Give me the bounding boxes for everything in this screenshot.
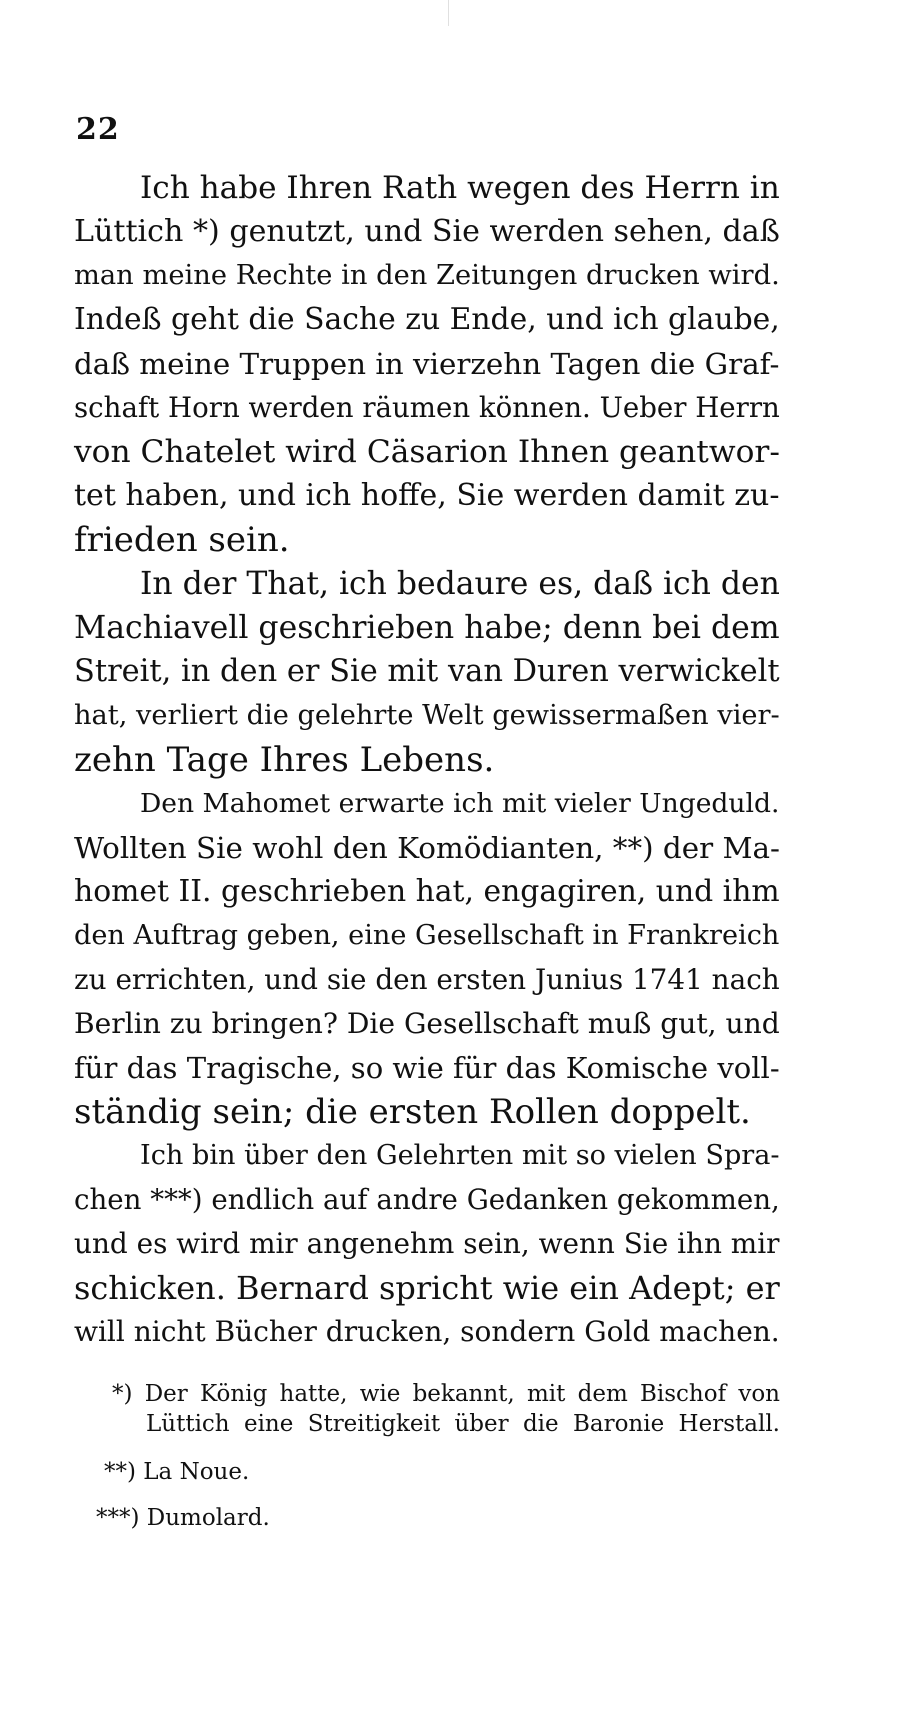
text-line: Ich bin über den Gelehrten mit so vielen Spra-: [140, 1140, 780, 1171]
text-line: Berlin zu bringen? Die Gesellschaft muß gut, und: [74, 1007, 780, 1040]
text-line: daß meine Truppen in vierzehn Tagen die Graf-: [74, 347, 780, 381]
text-line: In der That, ich bedaure es, daß ich den: [140, 566, 780, 602]
footnote-line: *) Der König hatte, wie bekannt, mit dem Bischof von: [112, 1381, 780, 1407]
text-line: Lüttich *) genutzt, und Sie werden sehen, daß: [74, 214, 780, 249]
text-line: für das Tragische, so wie für das Komische voll-: [74, 1051, 780, 1085]
text-line: von Chatelet wird Cäsarion Ihnen geantwor-: [74, 434, 780, 470]
text-line: Ich habe Ihren Rath wegen des Herrn in: [140, 170, 780, 206]
text-line: frieden sein.: [74, 520, 290, 560]
text-line: tet haben, und ich hoffe, Sie werden damit zu-: [74, 478, 780, 513]
text-line: schicken. Bernard spricht wie ein Adept; er: [74, 1269, 780, 1307]
footnote-line: Lüttich eine Streitigkeit über die Baronie Herstall.: [146, 1411, 780, 1437]
text-line: homet II. geschrieben hat, engagiren, und ihm: [74, 874, 780, 909]
text-line: man meine Rechte in den Zeitungen drucken wird.: [74, 260, 780, 291]
text-line: zehn Tage Ihres Lebens.: [74, 740, 495, 780]
text-line: zu errichten, und sie den ersten Junius 1741 nach: [74, 963, 780, 996]
text-line: schaft Horn werden räumen können. Ueber Herrn: [74, 391, 780, 424]
text-line: will nicht Bücher drucken, sondern Gold machen.: [74, 1315, 780, 1348]
footnote-line: **) La Noue.: [104, 1459, 250, 1485]
text-line: Den Mahomet erwarte ich mit vieler Ungeduld.: [140, 788, 780, 819]
text-line: Wollten Sie wohl den Komödianten, **) der Ma-: [74, 831, 780, 865]
gutter-mark: [448, 0, 449, 26]
text-line: hat, verliert die gelehrte Welt gewissermaßen vier-: [74, 700, 780, 731]
text-line: Indeß geht die Sache zu Ende, und ich glaube,: [74, 302, 780, 337]
text-line: den Auftrag geben, eine Gesellschaft in Frankreich: [74, 920, 780, 951]
text-line: und es wird mir angenehm sein, wenn Sie ihn mir: [74, 1227, 780, 1260]
footnote-line: ***) Dumolard.: [96, 1505, 270, 1531]
page-number: 22: [76, 112, 120, 147]
text-line: ständig sein; die ersten Rollen doppelt.: [74, 1092, 751, 1132]
text-line: Machiavell geschrieben habe; denn bei dem: [74, 610, 780, 646]
text-line: chen ***) endlich auf andre Gedanken gekommen,: [74, 1183, 780, 1216]
text-line: Streit, in den er Sie mit van Duren verwickelt: [74, 654, 780, 689]
